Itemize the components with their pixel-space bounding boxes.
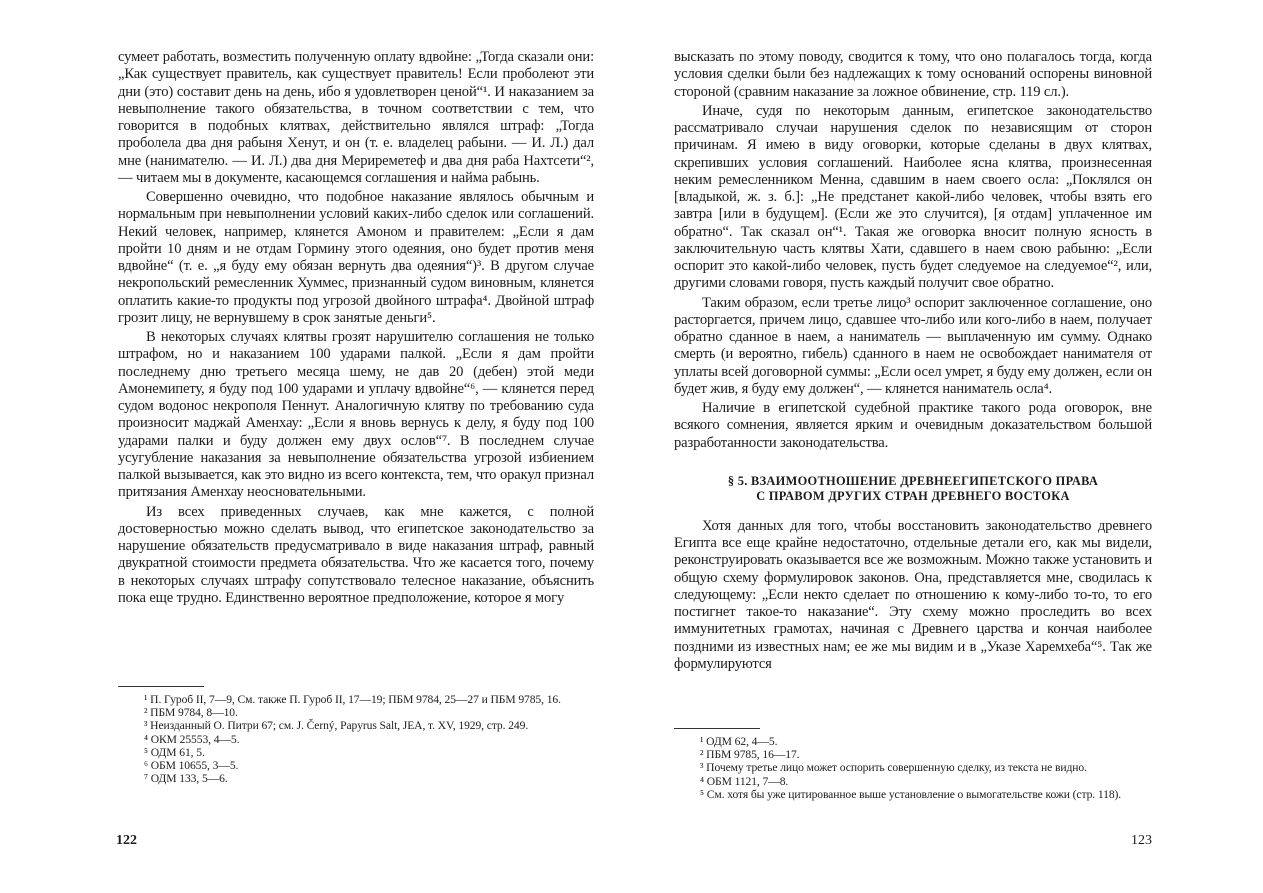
left-page <box>0 0 631 893</box>
footnote-divider <box>674 728 760 729</box>
paragraph: Наличие в египетской судебной практике такого рода оговорок, вне всякого сомнения, является ярким и очевидным доказательством большой разработанности законодательства. <box>674 400 1152 451</box>
footnote: ³ Неизданный О. Питри 67; см. J. Černý, Papyrus Salt, JEA, т. XV, 1929, стр. 249. <box>144 719 529 733</box>
paragraph: Хотя данных для того, чтобы восстановить законодательство древнего Египта все еще крайне недостаточно, отдельные детали его, как мы видели, реконструировать оказывается все же возможным. Можно также установить и общую схему формулировок законов. Она, представляется мне, сводилась к следующему: „Если некто сделает по отношению к кому-либо то-то, то его постигнет такое-то наказание“. Эту схему можно проследить во всех иммунитетных грамотах, начиная с Древнего царства и кончая наиболее поздними из известных нам; ее же мы видим и в „Указе Харемхеба“⁵. Так же формулируются <box>674 517 1152 672</box>
footnote: ¹ ОДМ 62, 4—5. <box>700 735 778 748</box>
right-footnotes <box>674 728 1152 801</box>
paragraph: сумеет работать, возместить полученную оплату вдвойне: „Тогда сказали они: „Как существует правитель, как существует правитель! Если проболеют эти дни (это) составит день на день, ибо я удовлетворен ценой“¹. И наказанием за невыполнение такого обязательства, в точном соответствии с тем, что говорится в подобных клятвах, действительно являлся штраф: „Тогда проболела два дня рабыня Хенут, и он (т. е. владелец рабыни. — И. Л.) дал мне (нанимателю. — И. Л.) два дня Мериреметеф и два дня раба Нахтсети“², — читаем мы в документе, касающемся соглашения и найма рабынь. <box>118 49 594 186</box>
footnote: ² ПБМ 9785, 16—17. <box>700 748 800 762</box>
paragraph: Совершенно очевидно, что подобное наказание являлось обычным и нормальным при невыполнении условий каких-либо сделок или соглашений. Некий человек, например, клянется Амоном и правителем: „Если я дам пройти 10 дням и не отдам Гормину этого одеяния, оно будет против меня вдвойне“ (т. е. „я буду ему обязан вернуть два одеяния“)³. В другом случае некропольский ремесленник Хуммес, признанный судом виновным, клянется оплатить какие-то продукты под угрозой двойного штрафа⁴. Двойной штраф грозит лицу, не вернувшему в срок занятые деньги⁵. <box>118 189 594 326</box>
footnote-divider <box>118 686 204 687</box>
paragraph: В некоторых случаях клятвы грозят нарушителю соглашения не только штрафом, но и наказанием 100 ударами палкой. „Если я дам пройти последнему дню третьего месяца шему, не дав 20 (дебен) этой меди Амонемипету, я буду под 100 ударами и уплачу вдвойне“⁶, — клянется перед судом водонос некрополя Пеннут. Аналогичную клятву по требованию суда произносит маджай Аменхау: „Если я вновь вернусь к делу, я буду под 100 ударами палки и буду должен ему двух ослов“⁷. В последнем случае усугубление наказания за невыполнение обязательства угрозой избиением палкой вызывается, как это видно из всего контекста, тем, что оракул признал притязания Аменхау неосновательными. <box>118 329 594 501</box>
paragraph: Иначе, судя по некоторым данным, египетское законодательство рассматривало случаи нарушения сделок по независящим от сторон причинам. Я имею в виду оговорки, которые сделаны в двух клятвах, скрепивших условия соглашений. Наиболее ясна клятва, произнесенная неким ремесленником Менна, сдавшим в наем своего осла: „Поклялся он [владыкой, ж. з. б.]: „Не предстанет какой-либо человек, чтобы взять его завтра [или в будущем]. (Если же это случится), [я отдам] уплаченное им обратно“. Так сказал он“¹. Такая же оговорка вносит полную ясность в заключительную часть клятвы Хати, сдавшего в наем свою рабыню: „Если оспорит это какой-либо человек, пусть будет следуемое на следуемое“², или, другими словами говоря, пусть каждый получит свое обратно. <box>674 102 1152 292</box>
footnote: ⁴ ОКМ 25553, 4—5. <box>144 732 240 746</box>
footnote: ⁴ ОБМ 1121, 7—8. <box>700 774 789 788</box>
footnote: ¹ П. Гуроб II, 7—9, См. также П. Гуроб II, 17—19; ПБМ 9784, 25—27 и ПБМ 9785, 16. <box>144 693 561 706</box>
paragraph: высказать по этому поводу, сводится к тому, что оно полагалось тогда, когда условия сделки были без надлежащих к тому оснований оспорены виновной стороной (сравним наказание за ложное обвинение, стр. 119 сл.). <box>674 49 1152 100</box>
footnote: ⁵ См. хотя бы уже цитированное выше установление о вымогательстве кожи (стр. 118). <box>700 787 1122 801</box>
footnote: ² ПБМ 9784, 8—10. <box>144 706 238 720</box>
footnote: ⁷ ОДМ 133, 5—6. <box>144 772 228 786</box>
footnote: ³ Почему третье лицо может оспорить совершенную сделку, из текста не видно. <box>700 761 1087 775</box>
page-number: 123 <box>1131 833 1152 848</box>
right-page <box>631 0 1263 893</box>
section-heading-line: С ПРАВОМ ДРУГИХ СТРАН ДРЕВНЕГО ВОСТОКА <box>756 488 1070 503</box>
left-footnotes <box>118 686 594 785</box>
footnote: ⁶ ОБМ 10655, 3—5. <box>144 759 239 773</box>
paragraph: Из всех приведенных случаев, как мне кажется, с полной достоверностью можно сделать вывод, что египетское законодательство за нарушение обязательств предусматривало в виде наказания штраф, равный двукратной стоимости предмета обязательства. Что же касается того, почему в некоторых случаях штрафу сопутствовало телесное наказание, объяснить пока еще трудно. Единственно вероятное предположение, которое я могу <box>118 503 594 606</box>
left-main-text <box>118 49 594 607</box>
footnote: ⁵ ОДМ 61, 5. <box>144 745 205 759</box>
section-heading-line: § 5. ВЗАИМООТНОШЕНИЕ ДРЕВНЕЕГИПЕТСКОГО ПРАВА <box>727 473 1099 488</box>
paragraph: Таким образом, если третье лицо³ оспорит заключенное соглашение, оно расторгается, причем лицо, сдавшее что-либо или кого-либо в наем, получает обратно сданное в наем, а наниматель — выплаченную им сумму. Однако смерть (и вероятно, гибель) сданного в наем не освобождает нанимателя от уплаты всей договорной суммы: „Если осел умрет, я буду ему должен, если он будет жив, я буду ему должен“, — клянется наниматель осла⁴. <box>674 294 1152 397</box>
section-heading <box>674 474 1152 504</box>
page-number: 122 <box>116 833 137 848</box>
right-main-text <box>674 49 1152 673</box>
